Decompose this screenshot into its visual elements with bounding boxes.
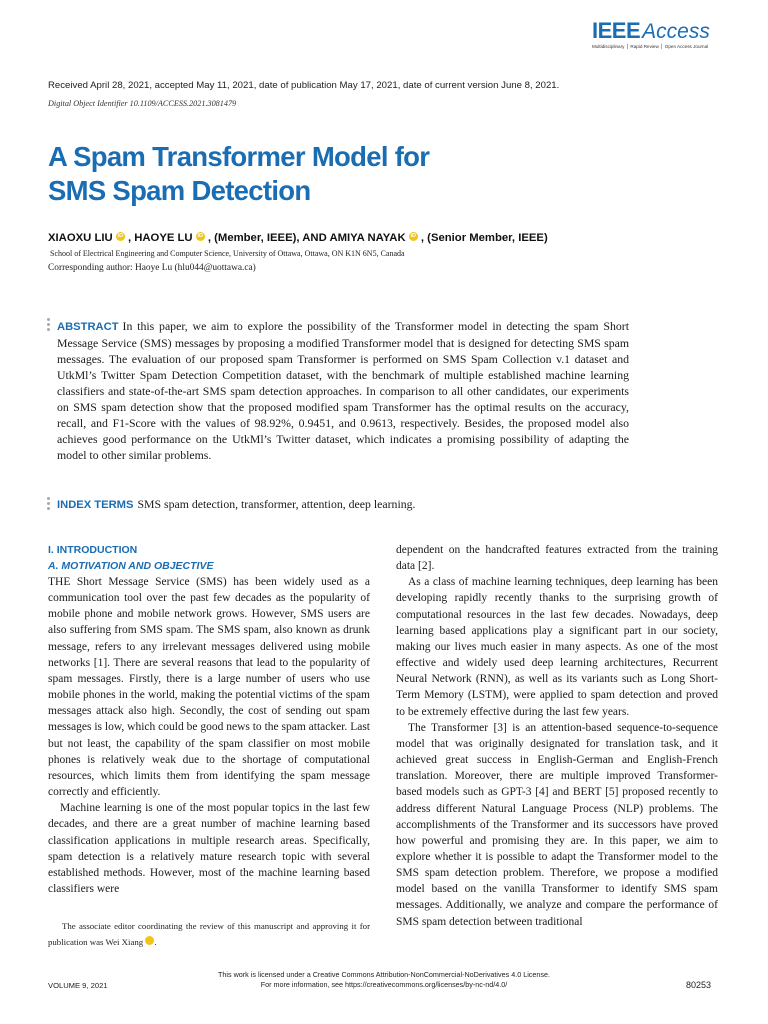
paper-title-line-2: SMS Spam Detection — [48, 175, 311, 206]
paper-title — [48, 140, 429, 208]
ieee-access-logo — [592, 18, 728, 50]
page-number: 80253 — [686, 980, 712, 990]
author-name: , (Member, IEEE), AND AMIYA NAYAK — [207, 232, 406, 244]
index-terms-label: INDEX TERMS — [57, 499, 134, 511]
abstract — [57, 318, 629, 463]
orcid-icon[interactable]: iD — [117, 233, 124, 239]
logo-access-text: Access — [642, 20, 710, 43]
abstract-label: ABSTRACT — [57, 321, 119, 333]
logo-ieee-text: IEEE — [592, 18, 641, 43]
index-terms-dots-icon — [47, 497, 51, 512]
paper-title-line-1: A Spam Transformer Model for — [48, 141, 430, 172]
author-name: XIAOXU LIU — [48, 232, 113, 244]
footnote-text: The associate editor coordinating the review of this manuscript and approving it for publication was Wei Xiang — [48, 921, 370, 947]
publication-history: Received April 28, 2021, accepted May 11, 2021, date of publication May 17, 2021, date of current version June 8, 2021. — [48, 80, 560, 91]
abstract-dots-icon — [47, 318, 51, 333]
paragraph: Machine learning is one of the most popular topics in the last few decades, and there are a great number of machine learning based classification applications in multiple research areas. Specifically, spam detection is a relatively mature research topic with several established methods. However, most of the machine learning based classifiers were — [48, 802, 370, 895]
subsection-heading: A. MOTIVATION AND OBJECTIVE — [48, 560, 214, 572]
editor-footnote — [48, 918, 370, 950]
index-terms-text: SMS spam detection, transformer, attention, deep learning. — [137, 497, 416, 511]
abstract-text: In this paper, we aim to explore the possibility of the Transformer model in detecting the spam Short Message Service (SMS) messages by proposing a modified Transformer model that is designed for detecting SMS spam messages. The evaluation of our proposed spam Transformer is performed on SMS Spam Collection v.1 dataset and UtkMl’s Twitter Spam Detection Competition dataset, with the benchmark of multiple established machine learning classifiers and state-of-the-art SMS spam detection approaches. In comparison to all other candidates, our experiments on SMS spam detection show that the proposed modified spam Transformer has the optimal results on the accuracy, recall, and F1-Score with the values of 98.92%, 0.9451, and 0.9613, respectively. Besides, the proposed model also achieves good performance on the UtkMl’s Twitter dataset, which indicates a promising possibility of adapting the model to other similar problems. — [57, 319, 629, 462]
volume-info: VOLUME 9, 2021 — [48, 981, 108, 990]
author-name: , HAOYE LU — [127, 232, 193, 244]
orcid-icon[interactable]: iD — [197, 233, 203, 239]
orcid-icon[interactable]: iD — [410, 233, 417, 239]
corresponding-author: Corresponding author: Haoye Lu (hlu044@uottawa.ca) — [48, 263, 256, 273]
paragraph: As a class of machine learning techniques, deep learning has been developing rapidly recently thanks to the surprising growth of computational resources in the last few decades. Nowadays, deep learning based applications play a significant part in our society, making our lives much easier in many aspects. As one of the most effective and widely used deep learning architectures, Recurrent Neural Network (RNN), as well as its variants such as Long Short-Term Memory (LSTM), were applied to spam detection and proved to be extremely effective during the last few years. — [396, 576, 718, 718]
paragraph: The Transformer [3] is an attention-based sequence-to-sequence model that was originally designated for translation task, and it achieved great success in English-German and English-French translation. Moreover, there are multiple improved Transformer-based models such as GPT-3 [4] and BERT [5] proposed recently to address different Natural Language Process (NLP) problems. The accomplishments of the Transformer and its successors have proved how powerful and promising they are. In this paper, we aim to explore whether it is possible to adapt the Transformer model to the SMS spam detection problem. Therefore, we propose a modified model based on the vanilla Transformer to identify SMS spam messages. Additionally, we analyze and compare the performance of SMS spam detection between traditional — [396, 721, 718, 928]
author-role: , (Senior Member, IEEE) — [420, 232, 548, 244]
paragraph: dependent on the handcrafted features extracted from the training data [2]. — [396, 544, 718, 573]
doi: Digital Object Identifier 10.1109/ACCESS.2021.3081479 — [48, 99, 237, 108]
index-terms — [57, 497, 415, 512]
license-line: This work is licensed under a Creative Commons Attribution-NonCommercial-NoDerivatives 4.0 License. — [218, 970, 550, 979]
author-list — [48, 232, 548, 244]
section-heading: I. INTRODUCTION — [48, 544, 138, 556]
left-column — [48, 542, 370, 897]
license-link[interactable]: For more information, see https://creativecommons.org/licenses/by-nc-nd/4.0/ — [260, 980, 508, 989]
footnote-end: . — [154, 937, 157, 947]
orcid-icon[interactable]: iD — [145, 936, 154, 945]
logo-tagline: Multidisciplinary ⎪ Rapid Review ⎪ Open Access Journal — [592, 44, 709, 49]
affiliation: School of Electrical Engineering and Computer Science, University of Ottawa, Ottawa, ON K1N 6N5, Canada — [50, 249, 405, 258]
paragraph: THE Short Message Service (SMS) has been widely used as a communication tool over the past few decades as the popularity of mobile phone and mobile network grows. However, SMS users are also suffering from SMS spam. The SMS spam, also known as drunk message, refers to any irrelevant messages delivered using mobile networks [1]. There are several reasons that lead to the popularity of spam messages. Firstly, there is a large number of users who use mobile phones in the world, making the potential victims of the spam messages attack also high. Secondly, the cost of sending out spam messages is low, which could be good news to the spam attacker. Last but not least, the capability of the spam classifier on most mobile phones is relatively weak due to the shortage of computational resources, which limits them from identifying the spam message correctly and efficiently. — [48, 576, 370, 799]
right-column — [396, 542, 718, 930]
license-notice — [160, 970, 608, 990]
